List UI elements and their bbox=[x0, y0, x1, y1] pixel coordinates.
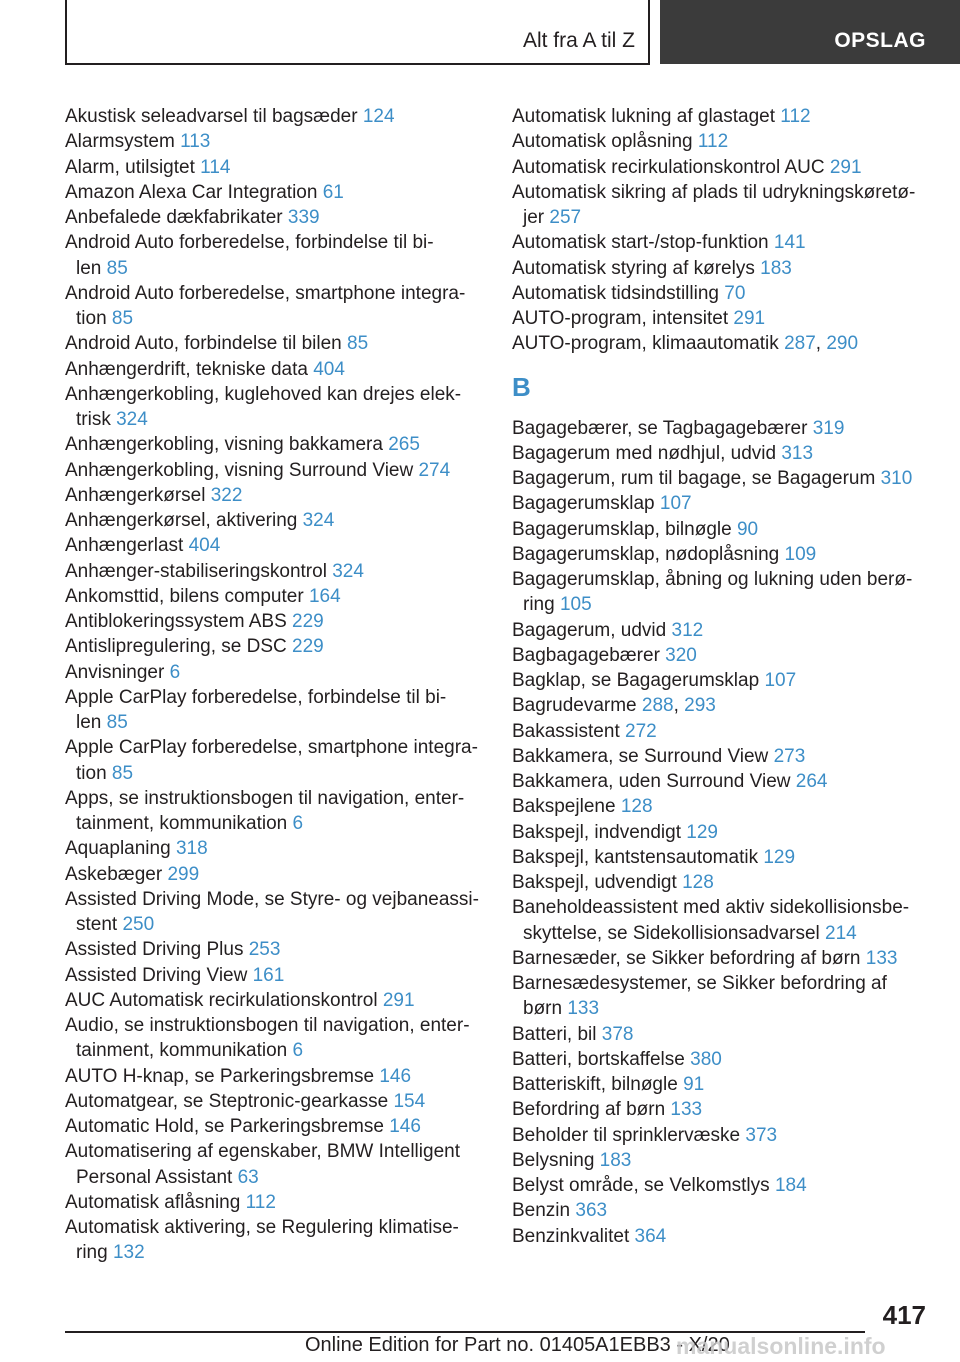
index-entry-text: Automatgear, se Steptronic-gearkasse bbox=[65, 1090, 389, 1112]
index-entry-continuation: børn bbox=[523, 998, 563, 1020]
index-entry-text: Bagagerumsklap, bilnøgle bbox=[512, 518, 732, 540]
index-group-a-continued bbox=[512, 104, 932, 357]
page-reference-link[interactable]: 183 bbox=[760, 257, 792, 279]
index-entry bbox=[65, 1114, 485, 1139]
index-entry-continuation: stent bbox=[76, 914, 118, 935]
index-entry bbox=[65, 1064, 485, 1089]
page-reference-link[interactable]: 113 bbox=[180, 131, 211, 153]
index-entry-text: Anhænger-stabiliseringskontrol bbox=[65, 560, 327, 582]
index-entry bbox=[65, 357, 485, 382]
page-reference-link[interactable]: 324 bbox=[332, 560, 364, 582]
page-reference-link[interactable]: 6 bbox=[169, 661, 181, 683]
index-entry bbox=[512, 618, 932, 643]
chapter-tab[interactable] bbox=[660, 0, 960, 64]
index-entry-text: Beholder til sprinklervæske bbox=[512, 1124, 741, 1146]
index-entry-text: Bakspejl, udvendigt bbox=[512, 872, 677, 893]
index-entry bbox=[512, 1173, 932, 1198]
index-entry bbox=[65, 786, 485, 837]
index-entry bbox=[512, 870, 932, 895]
index-group-b bbox=[512, 416, 932, 1249]
index-entry-continuation: Personal Assistant bbox=[76, 1166, 233, 1188]
index-entry bbox=[512, 306, 932, 331]
page-reference-link[interactable]: 141 bbox=[773, 232, 806, 254]
page-reference-link[interactable]: 112 bbox=[697, 131, 729, 153]
index-entry bbox=[512, 643, 932, 668]
page-reference-link[interactable]: 85 bbox=[106, 712, 128, 733]
index-entry bbox=[65, 382, 485, 433]
index-entry bbox=[512, 466, 932, 491]
index-entry-text: AUTO-program, klimaautomatik bbox=[512, 333, 779, 355]
index-entry-text: Android Auto forberedelse, forbindelse til bi- bbox=[65, 232, 434, 254]
index-entry-continuation: skyttelse, se Sidekollisionsadvarsel bbox=[523, 922, 820, 944]
page-reference-link[interactable]: 112 bbox=[780, 106, 811, 127]
page-reference-link[interactable]: 63 bbox=[237, 1166, 259, 1188]
index-entry-text: Alarmsystem bbox=[65, 131, 175, 153]
index-entry-text: Assisted Driving View bbox=[65, 964, 248, 986]
index-entry-text: Bakspejl, kantstensautomatik bbox=[512, 846, 759, 868]
page-reference-link[interactable]: 132 bbox=[112, 1242, 145, 1264]
index-entry bbox=[512, 820, 932, 845]
index-entry-text: Ankomsttid, bilens computer bbox=[65, 585, 304, 607]
index-entry-text: Askebæger bbox=[65, 863, 163, 885]
index-entry-text: Amazon Alexa Car Integration bbox=[65, 181, 318, 203]
page-reference-link[interactable]: 265 bbox=[388, 434, 420, 456]
index-entry-text: Anbefalede dækfabrikater bbox=[65, 207, 283, 228]
index-entry-text: Automatisk aflåsning bbox=[65, 1191, 241, 1213]
page-reference-link[interactable]: 229 bbox=[292, 611, 324, 632]
index-entry bbox=[65, 1089, 485, 1114]
index-entry-text: Bagbagagebærer bbox=[512, 644, 660, 666]
index-entry bbox=[512, 769, 932, 794]
index-entry bbox=[512, 1097, 932, 1122]
index-entry bbox=[512, 567, 932, 618]
index-entry bbox=[65, 104, 485, 129]
page-reference-link[interactable]: 61 bbox=[322, 181, 344, 203]
index-entry bbox=[512, 845, 932, 870]
index-entry-text: Bakspejlene bbox=[512, 796, 616, 818]
index-entry bbox=[512, 946, 932, 971]
index-entry bbox=[512, 517, 932, 542]
index-entry bbox=[65, 836, 485, 861]
page-reference-link[interactable]: 91 bbox=[683, 1074, 705, 1095]
page-reference-link[interactable]: 107 bbox=[659, 493, 692, 515]
index-entry-text: Android Auto, forbindelse til bilen bbox=[65, 333, 342, 355]
index-entry-text: Anhængerkobling, kuglehoved kan drejes elek- bbox=[65, 383, 462, 405]
index-entry-text: Anhængerkobling, visning Surround View bbox=[65, 459, 414, 481]
page-reference-link[interactable]: 214 bbox=[825, 922, 857, 944]
page-reference-link[interactable]: 129 bbox=[763, 846, 796, 868]
page-reference-link[interactable]: 312 bbox=[671, 619, 704, 641]
index-entry-continuation: ring bbox=[76, 1242, 108, 1264]
index-entry-text: Apple CarPlay forberedelse, forbindelse til bi- bbox=[65, 686, 447, 708]
index-entry-text: Bakspejl, indvendigt bbox=[512, 821, 681, 843]
page-reference-link[interactable]: 70 bbox=[724, 282, 746, 304]
index-entry bbox=[65, 634, 485, 659]
page-reference-link[interactable]: 273 bbox=[773, 745, 806, 767]
index-entry-text: Belysning bbox=[512, 1149, 595, 1171]
index-entry-text: Automatisk sikring af plads til udrykningskøretø- bbox=[512, 181, 916, 203]
index-entry bbox=[512, 744, 932, 769]
index-entry-text: Android Auto forberedelse, smartphone integra- bbox=[65, 282, 466, 304]
index-entry-continuation: trisk bbox=[76, 409, 111, 430]
page-reference-link[interactable]: 339 bbox=[287, 207, 320, 228]
index-entry-text: Anhængerkobling, visning bakkamera bbox=[65, 434, 383, 456]
index-entry bbox=[65, 609, 485, 634]
index-entry bbox=[512, 281, 932, 306]
index-entry-text: Apple CarPlay forberedelse, smartphone integra- bbox=[65, 737, 478, 759]
index-entry bbox=[512, 104, 932, 129]
section-letter: B bbox=[512, 371, 531, 402]
page-reference-link[interactable]: 373 bbox=[745, 1124, 778, 1146]
index-entry-text: Assisted Driving Mode, se Styre- og vejbaneassi- bbox=[65, 888, 479, 910]
index-entry bbox=[65, 862, 485, 887]
index-entry-text: Anhængerkørsel, aktivering bbox=[65, 510, 298, 531]
index-entry-continuation: tion bbox=[76, 308, 107, 329]
index-entry-text: Bakkamera, se Surround View bbox=[512, 745, 769, 767]
index-entry-text: Anhængerkørsel bbox=[65, 484, 206, 506]
index-entry-text: Antiblokeringssystem ABS bbox=[65, 611, 287, 632]
page-reference-link[interactable]: 6 bbox=[292, 813, 304, 834]
watermark-logo: manualsonline.info bbox=[676, 1333, 886, 1359]
page-reference-link[interactable]: 290 bbox=[826, 333, 859, 355]
index-entry-text: Barnesædesystemer, se Sikker befordring af bbox=[512, 973, 887, 994]
page-reference-link[interactable]: 322 bbox=[210, 484, 243, 506]
page-reference-link[interactable]: 105 bbox=[559, 594, 592, 616]
index-entry-continuation: len bbox=[76, 257, 102, 279]
page-reference-link[interactable]: 164 bbox=[308, 585, 341, 607]
page-reference-link[interactable]: 6 bbox=[292, 1040, 304, 1062]
page-reference-link[interactable]: 114 bbox=[200, 156, 231, 178]
page-reference-link[interactable]: 320 bbox=[665, 644, 697, 666]
page-reference-link[interactable]: 288 bbox=[641, 695, 674, 717]
index-entry-text: Bagagebærer, se Tagbagagebærer bbox=[512, 417, 808, 439]
index-entry-text: Baneholdeassistent med aktiv sidekollisionsbe- bbox=[512, 897, 910, 919]
index-entry bbox=[512, 971, 932, 1022]
page-reference-link[interactable]: 253 bbox=[248, 939, 281, 961]
index-entry-text: Bagrudevarme bbox=[512, 695, 637, 717]
index-entry bbox=[512, 542, 932, 567]
page-reference-link[interactable]: 154 bbox=[393, 1090, 426, 1112]
page-reference-link[interactable]: 250 bbox=[122, 914, 155, 935]
index-column-right bbox=[512, 104, 932, 1249]
header-rule-right bbox=[648, 0, 650, 64]
index-entry bbox=[65, 533, 485, 558]
page-reference-link[interactable]: 324 bbox=[302, 510, 335, 531]
index-entry bbox=[512, 1072, 932, 1097]
page-reference-link[interactable]: 85 bbox=[111, 308, 134, 329]
index-entry bbox=[65, 937, 485, 962]
index-entry bbox=[65, 887, 485, 938]
index-entry-text: Aquaplaning bbox=[65, 838, 171, 860]
page-reference-link[interactable]: 378 bbox=[601, 1023, 634, 1045]
page-reference-link[interactable]: 318 bbox=[175, 838, 208, 860]
index-entry bbox=[65, 180, 485, 205]
index-entry-text: Bagagerumsklap bbox=[512, 493, 655, 515]
index-entry-text: Bagklap, se Bagagerumsklap bbox=[512, 670, 760, 691]
page-reference-link[interactable]: 184 bbox=[774, 1175, 807, 1196]
index-entry-text: Automatic Hold, se Parkeringsbremse bbox=[65, 1116, 384, 1137]
index-entry bbox=[65, 331, 485, 356]
page-reference-link[interactable]: 85 bbox=[347, 333, 369, 355]
page-reference-link[interactable]: 264 bbox=[795, 771, 828, 792]
index-entry-text: Batteriskift, bilnøgle bbox=[512, 1074, 678, 1095]
index-entry-text: Bagagerumsklap, nødoplåsning bbox=[512, 543, 780, 565]
index-entry-continuation: len bbox=[76, 712, 102, 733]
page-reference-link[interactable]: 291 bbox=[382, 989, 415, 1011]
page-number: 417 bbox=[882, 1300, 926, 1330]
index-entry-text: Anhængerlast bbox=[65, 535, 184, 557]
page-reference-link[interactable]: 299 bbox=[167, 863, 200, 885]
index-entry-text: Automatisk aktivering, se Regulering klimatise- bbox=[65, 1217, 459, 1238]
index-entry-continuation: ring bbox=[523, 594, 555, 616]
index-entry bbox=[65, 1139, 485, 1190]
index-entry bbox=[512, 1198, 932, 1223]
page-reference-link[interactable]: 124 bbox=[362, 106, 395, 127]
index-entry bbox=[512, 1148, 932, 1173]
header-rule-bottom bbox=[65, 63, 650, 65]
page-reference-link[interactable]: 107 bbox=[764, 670, 797, 691]
index-entry-text: Befordring af børn bbox=[512, 1099, 666, 1121]
page-reference-link[interactable]: 161 bbox=[252, 964, 285, 986]
index-entry bbox=[65, 155, 485, 180]
index-entry-text: Barnesæder, se Sikker befordring af børn bbox=[512, 947, 861, 969]
page-reference-link[interactable]: 364 bbox=[634, 1225, 667, 1247]
index-entry bbox=[65, 988, 485, 1013]
index-entry-text: Bagagerum, udvid bbox=[512, 619, 667, 641]
index-entry bbox=[65, 205, 485, 230]
index-entry-continuation: jer bbox=[523, 207, 545, 228]
page-reference-link[interactable]: 90 bbox=[736, 518, 759, 540]
index-entry bbox=[65, 458, 485, 483]
index-entry-text: AUC Automatisk recirkulationskontrol bbox=[65, 989, 378, 1011]
page-reference-link[interactable]: 133 bbox=[865, 947, 898, 969]
index-entry bbox=[65, 129, 485, 154]
page-reference-link[interactable]: 85 bbox=[106, 257, 128, 279]
index-entry-text: Bagagerum, rum til bagage, se Bagagerum bbox=[512, 468, 876, 489]
index-entry bbox=[512, 180, 932, 231]
index-column-left bbox=[65, 104, 485, 1266]
index-entry-text: Antislipregulering, se DSC bbox=[65, 636, 287, 658]
index-entry bbox=[65, 1215, 485, 1266]
page-reference-link[interactable]: 404 bbox=[188, 535, 221, 557]
index-entry bbox=[65, 1190, 485, 1215]
index-entry bbox=[512, 155, 932, 180]
index-entry bbox=[65, 735, 485, 786]
index-entry bbox=[512, 1047, 932, 1072]
page-reference-link[interactable]: 85 bbox=[111, 762, 134, 784]
page-reference-link[interactable]: 291 bbox=[829, 156, 862, 178]
index-entry bbox=[512, 230, 932, 255]
index-entry bbox=[512, 416, 932, 441]
index-entry-text: Automatisk styring af kørelys bbox=[512, 257, 755, 279]
index-entry-text: AUTO-program, intensitet bbox=[512, 308, 729, 329]
index-entry bbox=[512, 256, 932, 281]
section-title: Alt fra A til Z bbox=[522, 29, 635, 52]
index-entry bbox=[512, 1224, 932, 1249]
index-entry bbox=[65, 963, 485, 988]
index-entry-continuation: tainment, kommunikation bbox=[76, 813, 288, 834]
page-reference-link[interactable]: 293 bbox=[684, 695, 716, 717]
page-reference-link[interactable]: 133 bbox=[567, 998, 600, 1020]
page-reference-link[interactable]: 133 bbox=[670, 1099, 703, 1121]
index-entry-text: Alarm, utilsigtet bbox=[65, 156, 195, 178]
index-entry bbox=[512, 129, 932, 154]
page-reference-link[interactable]: 128 bbox=[620, 796, 653, 818]
index-entry bbox=[512, 441, 932, 466]
index-entry-text: Batteri, bil bbox=[512, 1023, 597, 1045]
page-header bbox=[0, 0, 960, 66]
index-entry-text: Anvisninger bbox=[65, 661, 165, 683]
index-entry-text: Benzinkvalitet bbox=[512, 1225, 630, 1247]
page-reference-link[interactable]: 274 bbox=[418, 459, 451, 481]
index-entry bbox=[65, 584, 485, 609]
index-entry bbox=[65, 432, 485, 457]
edition-text: Online Edition for Part no. 01405A1EBB3 - X/20 bbox=[305, 1334, 730, 1356]
index-entry-text: Automatisk tidsindstilling bbox=[512, 282, 719, 304]
chapter-tab-label: OPSLAG bbox=[834, 29, 926, 52]
index-entry bbox=[512, 719, 932, 744]
page-reference-link[interactable]: 272 bbox=[625, 720, 657, 742]
index-entry bbox=[512, 1123, 932, 1148]
page-reference-link[interactable]: 291 bbox=[733, 308, 766, 329]
index-entry-text: Audio, se instruktionsbogen til navigation, enter- bbox=[65, 1015, 470, 1036]
index-entry bbox=[65, 685, 485, 736]
index-entry-text: AUTO H-knap, se Parkeringsbremse bbox=[65, 1065, 375, 1087]
index-entry-text: Automatisk recirkulationskontrol AUC bbox=[512, 156, 825, 178]
page-reference-link[interactable]: 363 bbox=[575, 1200, 608, 1222]
page-reference-link[interactable]: 310 bbox=[880, 468, 913, 489]
index-entry bbox=[65, 508, 485, 533]
index-entry-text: Automatisk oplåsning bbox=[512, 131, 693, 153]
index-entry-text: Benzin bbox=[512, 1200, 571, 1222]
page-reference-link[interactable]: 128 bbox=[682, 872, 714, 893]
index-entry bbox=[65, 1013, 485, 1064]
index-entry-text: Assisted Driving Plus bbox=[65, 939, 244, 961]
page-reference-link[interactable]: 287 bbox=[784, 333, 816, 355]
header-rule-left bbox=[65, 0, 67, 64]
index-entry-text: Bagagerum med nødhjul, udvid bbox=[512, 442, 777, 464]
page-reference-link[interactable]: 112 bbox=[245, 1191, 276, 1213]
page-reference-link[interactable]: 146 bbox=[379, 1065, 412, 1087]
index-entry-text: Anhængerdrift, tekniske data bbox=[65, 358, 308, 380]
index-entry-text: Batteri, bortskaffelse bbox=[512, 1048, 685, 1070]
index-entry: Bagrudevarme 288, 293 bbox=[512, 695, 716, 717]
index-entry bbox=[65, 230, 485, 281]
index-entry bbox=[512, 1022, 932, 1047]
index-entry-text: Akustisk seleadvarsel til bagsæder bbox=[65, 106, 358, 127]
index-entry-text: Belyst område, se Velkomstlys bbox=[512, 1175, 770, 1196]
index-entry-text: Automatisk lukning af glastaget bbox=[512, 106, 775, 127]
page-reference-link[interactable]: 324 bbox=[116, 409, 148, 430]
index-entry bbox=[65, 660, 485, 685]
index-entry-text: Automatisk start-/stop-funktion bbox=[512, 232, 769, 254]
index-entry bbox=[512, 668, 932, 693]
index-entry bbox=[512, 895, 932, 946]
page-reference-link[interactable]: 109 bbox=[784, 543, 817, 565]
page-reference-link[interactable]: 146 bbox=[389, 1116, 421, 1137]
index-entry bbox=[65, 483, 485, 508]
index-entry bbox=[512, 491, 932, 516]
index-entry-text: Bakassistent bbox=[512, 720, 620, 742]
page-reference-link[interactable]: 229 bbox=[292, 636, 324, 658]
page-reference-link[interactable]: 257 bbox=[549, 207, 582, 228]
index-entry-text: Automatisering af egenskaber, BMW Intelligent bbox=[65, 1141, 460, 1163]
page-reference-link[interactable]: 183 bbox=[599, 1149, 632, 1171]
index-entry-text: Bakkamera, uden Surround View bbox=[512, 771, 791, 792]
page-reference-link[interactable]: 404 bbox=[313, 358, 345, 380]
index-entry-continuation: tion bbox=[76, 762, 107, 784]
page-reference-link[interactable]: 380 bbox=[690, 1048, 722, 1070]
index-entry bbox=[65, 281, 485, 332]
index-entry bbox=[65, 559, 485, 584]
page-reference-link[interactable]: 129 bbox=[686, 821, 718, 843]
page-reference-link[interactable]: 313 bbox=[781, 442, 814, 464]
index-entry-text: Apps, se instruktionsbogen til navigation, enter- bbox=[65, 787, 465, 809]
index-entry-text: Bagagerumsklap, åbning og lukning uden berø- bbox=[512, 569, 913, 590]
index-entry: AUTO-program, klimaautomatik 287, 290 bbox=[512, 333, 859, 355]
index-entry-continuation: tainment, kommunikation bbox=[76, 1040, 288, 1062]
page-reference-link[interactable]: 319 bbox=[812, 417, 845, 439]
index-entry bbox=[512, 794, 932, 819]
